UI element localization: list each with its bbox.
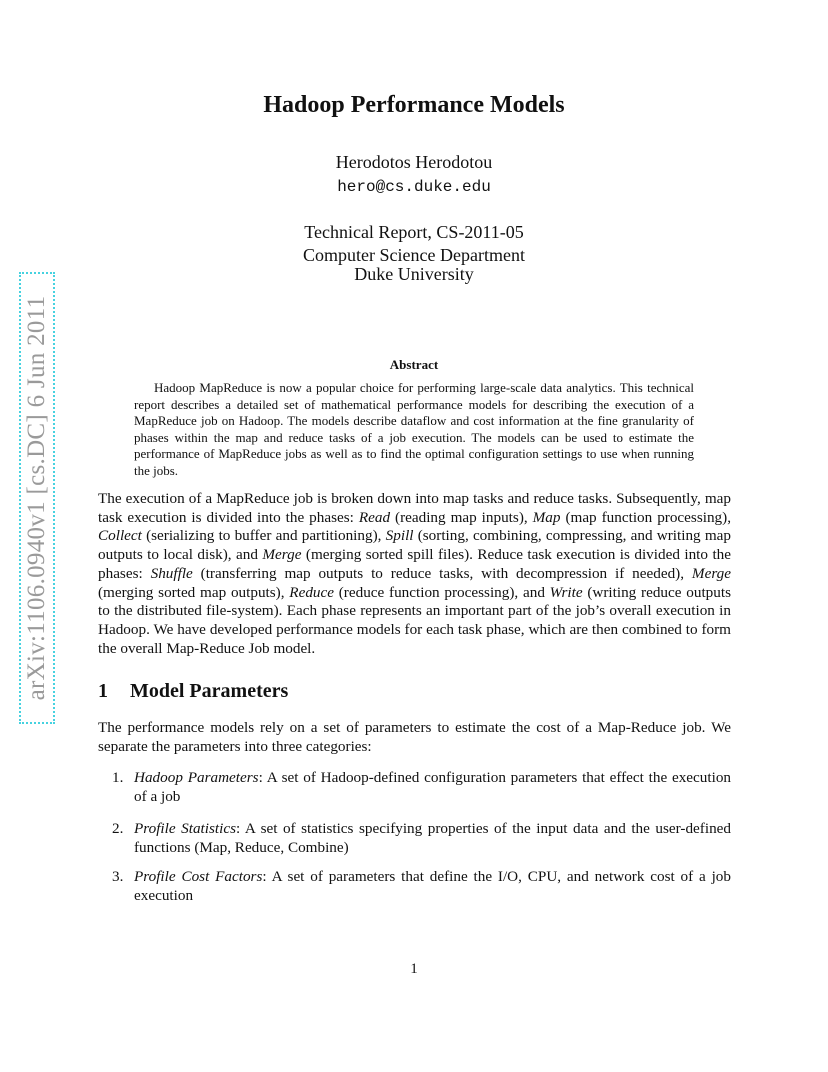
list-marker: 3. [112,868,124,885]
phase-read: Read [358,508,391,526]
list-marker: 2. [112,820,124,837]
list-term: Profile Statistics [134,820,236,837]
page-number: 1 [410,961,418,977]
abstract-text: Hadoop MapReduce is now a popular choice for performing large-scale data analytics. This technical report describes a detailed set of mathematical performance models for describing the execution of a MapReduce job on Hadoop. The models describe dataflow and cost information at the fine granularity of phases within the map and reduce tasks of a job execution. The models can be used to estimate the performance of MapReduce jobs as well as to find the optimal configuration settings to use when running the jobs. [134,380,694,478]
abstract-heading: Abstract [389,357,439,372]
intro-text: (transferring map outputs to reduce tasks, with decompression if needed), [192,564,692,582]
section-heading [98,680,288,703]
intro-text: (serializing to buffer and partitioning), [141,527,386,545]
list-term: Profile Cost Factors [134,868,263,885]
intro-text: (writing reduce outputs to the distributed file-system). Each phase represents an important part of the job’s overall execution in Hadoop. We have developed performance models for each task phase, which are then combined to form the overall Map-Reduce Job model. [98,583,731,657]
intro-text: (merging sorted map outputs), [98,583,290,601]
phase-write: Write [549,583,583,601]
author-email[interactable]: hero@cs.duke.edu [337,178,491,196]
list-term: Hadoop Parameters [134,769,259,786]
list-item [98,868,731,905]
phase-merge-reduce: Merge [691,564,731,582]
department: Computer Science Department [303,245,525,265]
phase-collect: Collect [98,527,142,545]
list-item [98,820,731,857]
list-text: : A set of parameters that define the I/O, CPU, and network cost of a job execution [134,868,731,904]
section-intro: The performance models rely on a set of parameters to estimate the cost of a Map-Reduce job. We separate the parameters into three categories: [98,719,731,755]
phase-reduce: Reduce [289,583,334,601]
author-name: Herodotos Herodotou [335,152,493,172]
arxiv-stamp [19,272,55,724]
section-number: 1 [98,680,108,702]
phase-shuffle: Shuffle [150,564,193,582]
intro-paragraph [98,490,731,658]
arxiv-identifier[interactable]: arXiv:1106.0940v1 [cs.DC] 6 Jun 2011 [23,295,50,701]
phase-merge: Merge [262,546,302,564]
report-number: Technical Report, CS-2011-05 [304,222,524,242]
intro-text: (map function processing), [560,508,732,526]
list-marker: 1. [112,769,124,786]
intro-text: (reading map inputs), [390,508,533,526]
list-item [98,769,731,806]
intro-text: (merging sorted spill files). Reduce task execution is divided into the phases: [98,546,731,582]
section-title: Model Parameters [130,680,289,702]
list-text: : A set of Hadoop-defined configuration parameters that effect the execution of a job [134,769,732,805]
paper-title: Hadoop Performance Models [263,92,565,118]
phase-map: Map [532,508,561,526]
university: Duke University [354,264,474,284]
intro-text: (reduce function processing), and [333,583,550,601]
intro-text: (sorting, combining, compressing, and writing map outputs to local disk), and [98,527,731,564]
phase-spill: Spill [385,527,414,545]
list-text: : A set of statistics specifying properties of the input data and the user-defined functions (Map, Reduce, Combine) [134,820,731,856]
intro-text: The execution of a MapReduce job is broken down into map tasks and reduce tasks. Subsequently, map task execution is divided into the phases: [98,490,731,526]
